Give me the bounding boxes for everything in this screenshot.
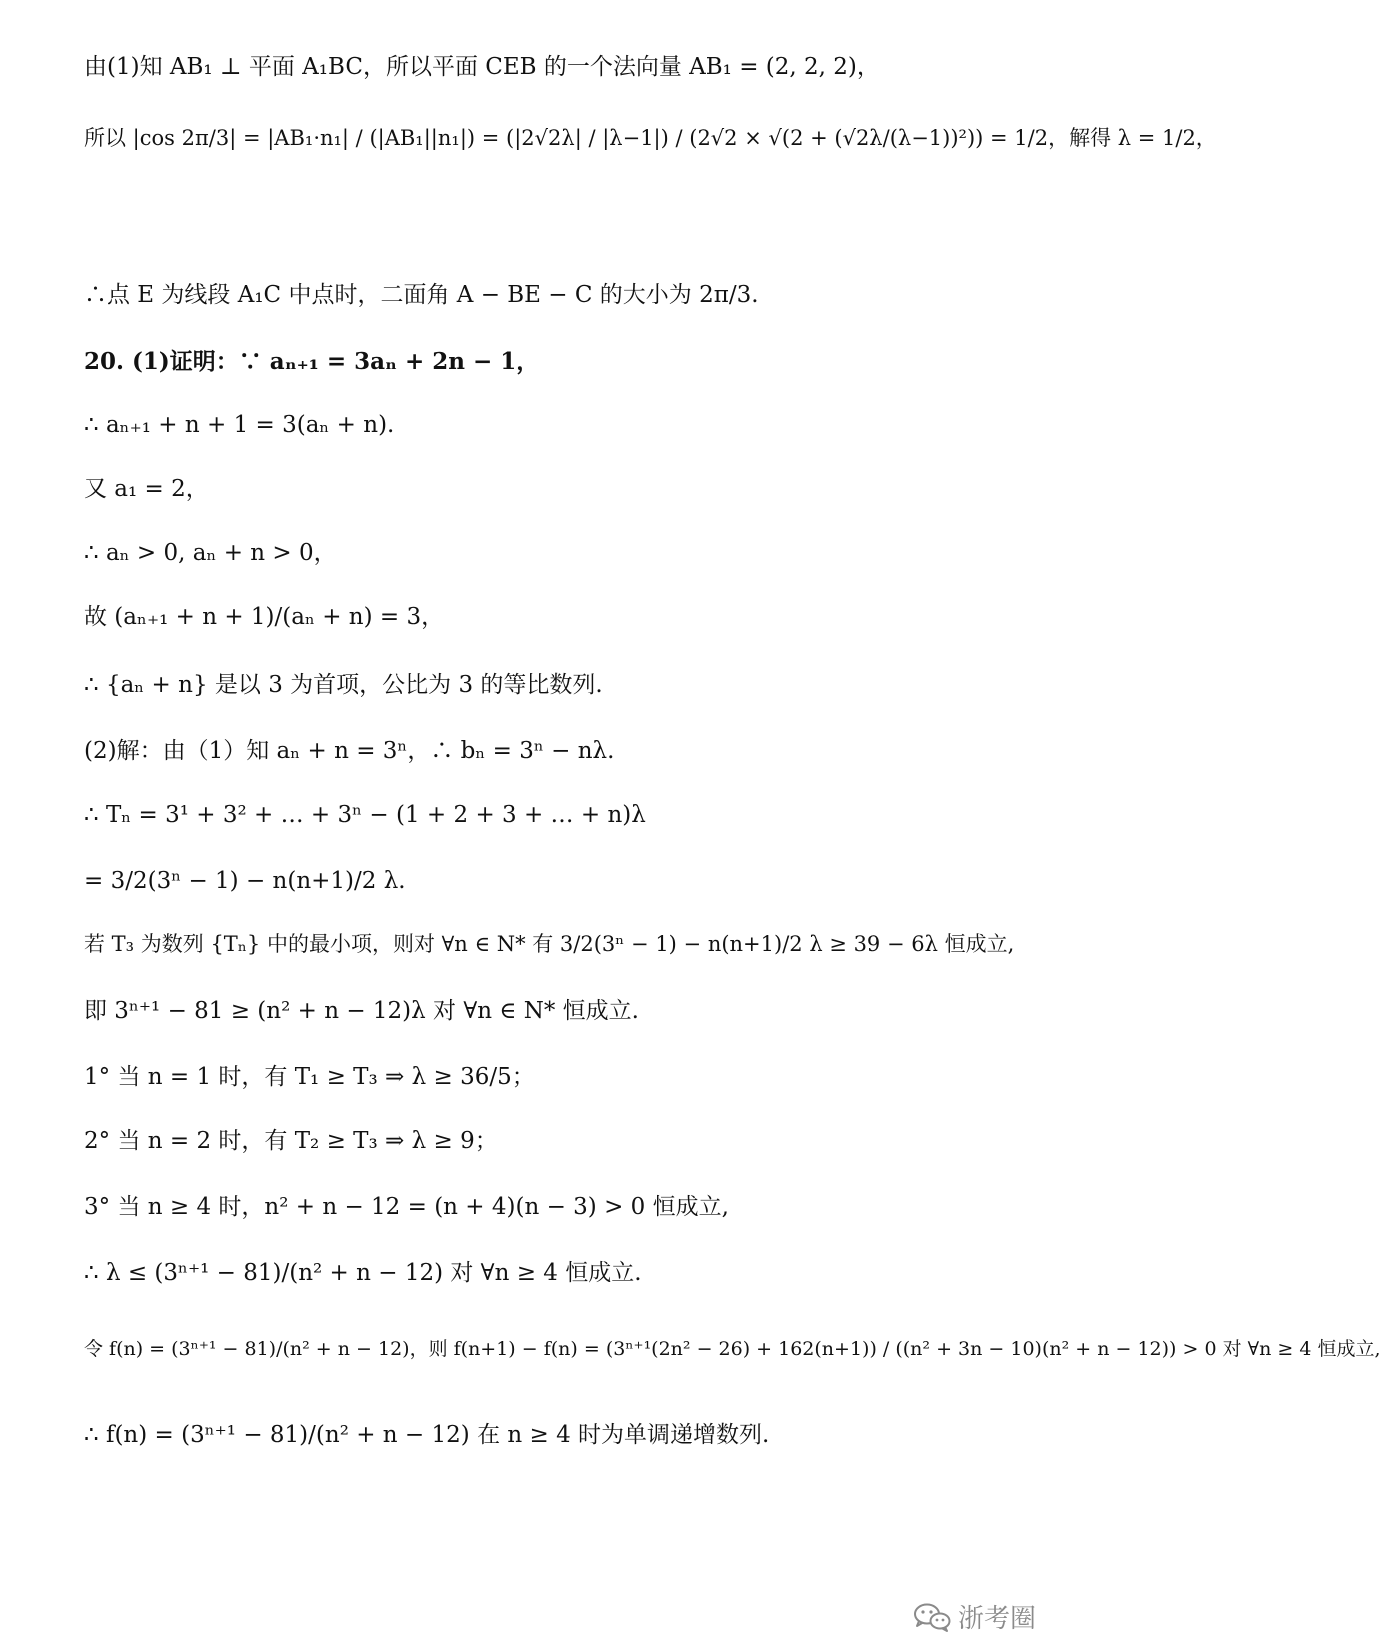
line-ratio: 故 (aₙ₊₁ + n + 1)/(aₙ + n) = 3， [84,604,445,630]
watermark [912,1598,1036,1635]
line-cos-equation: 所以 |cos 2π/3| = |AB₁·n₁| / (|AB₁||n₁|) = (|2√2λ| / |λ−1|) / (2√2 × √(2 + (√2λ/(λ−1))²)) = 1/2，解得 λ = 1/2， [84,126,1217,150]
watermark-text: 浙考圈 [958,1604,1037,1634]
line-T3-minimum: 若 T₃ 为数列 {Tₙ} 中的最小项，则对 ∀n ∈ N* 有 3/2(3ⁿ − 1) − n(n+1)/2 λ ≥ 39 − 6λ 恒成立, [84,932,1015,956]
line-Tn-sum: ∴ Tₙ = 3¹ + 3² + … + 3ⁿ − (1 + 2 + 3 + … + n)λ [84,802,646,828]
line-inequality: 即 3ⁿ⁺¹ − 81 ≥ (n² + n − 12)λ 对 ∀n ∈ N* 恒成立. [84,998,639,1024]
line-geometric-conclusion: ∴ {aₙ + n} 是以 3 为首项，公比为 3 的等比数列. [84,672,603,698]
line-part2-start: (2)解：由（1）知 aₙ + n = 3ⁿ，∴ bₙ = 3ⁿ − nλ. [84,738,615,764]
wechat-icon [912,1602,952,1632]
line-positivity: ∴ aₙ > 0, aₙ + n > 0， [84,540,337,566]
line-lambda-bound: ∴ λ ≤ (3ⁿ⁺¹ − 81)/(n² + n − 12) 对 ∀n ≥ 4 恒成立. [84,1260,642,1286]
line-monotonic: ∴ f(n) = (3ⁿ⁺¹ − 81)/(n² + n − 12) 在 n ≥ 4 时为单调递增数列. [84,1422,770,1448]
line-Tn-closed-form: = 3/2(3ⁿ − 1) − n(n+1)/2 λ. [84,868,406,894]
line-q20-proof-start: 20. (1)证明：∵ aₙ₊₁ = 3aₙ + 2n − 1， [84,348,540,375]
line-conclusion-dihedral: ∴点 E 为线段 A₁C 中点时，二面角 A − BE − C 的大小为 2π/3. [84,282,759,308]
line-case-3: 3° 当 n ≥ 4 时，n² + n − 12 = (n + 4)(n − 3) > 0 恒成立, [84,1194,729,1220]
line-a1: 又 a₁ = 2， [84,476,209,502]
line-case-1: 1° 当 n = 1 时，有 T₁ ≥ T₃ ⇒ λ ≥ 36/5； [84,1064,535,1090]
line-normal-vector: 由(1)知 AB₁ ⊥ 平面 A₁BC，所以平面 CEB 的一个法向量 AB₁ = (2, 2, 2)， [84,54,880,80]
line-case-2: 2° 当 n = 2 时，有 T₂ ≥ T₃ ⇒ λ ≥ 9； [84,1128,498,1154]
line-f-difference: 令 f(n) = (3ⁿ⁺¹ − 81)/(n² + n − 12)，则 f(n+1) − f(n) = (3ⁿ⁺¹(2n² − 26) + 162(n+1)) / ((n² + 3n − 10)(n² + n − 12)) > 0 对 ∀n ≥ 4 恒成立, [84,1338,1380,1360]
line-recurrence-transform: ∴ aₙ₊₁ + n + 1 = 3(aₙ + n). [84,412,395,438]
